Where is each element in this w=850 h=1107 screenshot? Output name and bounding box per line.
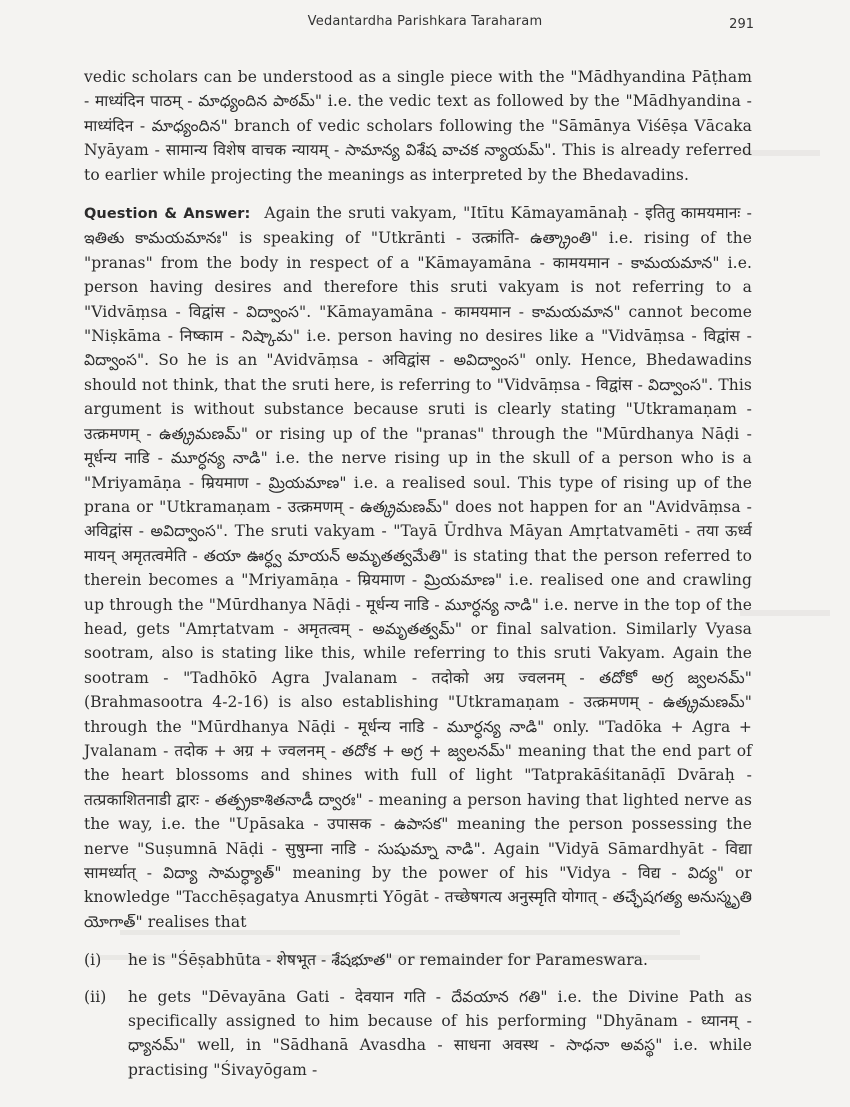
list-item-marker: (ii) bbox=[84, 987, 107, 1006]
numbered-list bbox=[84, 948, 752, 1082]
page-number: 291 bbox=[729, 17, 754, 32]
list-item-text: he gets "Dēvayāna Gati - देवयान गति - దేవయాన గతి" i.e. the Divine Path as specifically assigned to him because of his performing "Dhyānam - ध्यानम् - ధ్యానమ్" well, in "Sādhanā Avasdha - साधना अवस्थ - సాధనా అవస్థ" i.e. while practising "Śivayōgam - bbox=[128, 987, 752, 1079]
question-answer-paragraph bbox=[84, 201, 752, 934]
body-text bbox=[84, 65, 752, 1082]
running-head bbox=[0, 14, 850, 38]
question-answer-text: Again the sruti vakyam, "Itītu Kāmayamānaḥ - इतितु कामयमानः - ఇతితు కామయమానః" is speaking of "Utkrānti - उत्क्रांति- ఉత్క్రాంతి" i.e. rising of the "pranas" from the body in respect of a "Kāmayamāna - कामयमान - కామయమాన" i.e. person having desires and therefore this sruti vakyam is not referring to a "Vidvāṃsa - विद्वांस - విద్వాంస". "Kāmayamāna - कामयमान - కామయమాన" cannot become "Niṣkāma - निष्काम - నిష్కామ" i.e. person having no desires like a "Vidvāṃsa - विद्वांस - విద్వాంస". So he is an "Avidvāṃsa - अविद्वांस - అవిద్వాంస" only. Hence, Bhedawadins should not think, that the sruti here, is referring to "Vidvāṃsa - विद्वांस - విద్వాంస". This argument is without substance because sruti is clearly stating "Utkramaṇam - उत्क्रमणम् - ఉత్క్రమణమ్" or rising up of the "pranas" through the "Mūrdhanya Nāḍi - मूर्धन्य नाडि - మూర్ధన్య నాడి" i.e. the nerve rising up in the skull of a person who is a "Mriyamāṇa - म्रियमाण - మ్రియమాణ" i.e. a realised soul. This type of rising up of the prana or "Utkramaṇam - उत्क्रमणम् - ఉత్క్రమణమ్" does not happen for an "Avidvāṃsa - अविद्वांस - అవిద్వాంస". The sruti vakyam - "Tayā Ūrdhva Māyan Amṛtatvamēti - तया ऊर्ध्व मायन् अमृतत्वमेति - తయా ఊర్ధ్వ మాయన్ అమృతత్వమేతి" is stating that the person referred to therein becomes a "Mriyamāṇa - म्रियमाण - మ్రియమాణ" i.e. realised one and crawling up through the "Mūrdhanya Nāḍi - मूर्धन्य नाडि - మూర్ధన్య నాడి" i.e. nerve in the top of the head, gets "Amṛtatvam - अमृतत्वम् - అమృతత్వమ్" or final salvation. Similarly Vyasa sootram, also is stating like this, while referring to this sruti Vakyam. Again the sootram - "Tadhōkō Agra Jvalanam - तदोको अग्र ज्वलनम् - తదోకో అగ్ర జ్వలనమ్" (Brahmasootra 4-2-16) is also establishing "Utkramaṇam - उत्क्रमणम् - ఉత్క్రమణమ్" through the "Mūrdhanya Nāḍi - मूर्धन्य नाडि - మూర్ధన్య నాడి" only. "Tadōka + Agra + Jvalanam - तदोक + अग्र + ज्वलनम् - తదోక + అగ్ర + జ్వలనమ్" meaning that the end part of the heart blossoms and shines with full of light "Tatprakāśitanāḍī Dvāraḥ - तत्प्रकाशितनाडी द्वारः - తత్ప్రకాశితనాడీ ద్వారః" - meaning a person having that lighted nerve as the way, i.e. the "Upāsaka - उपासक - ఉపాసక" meaning the person possessing the nerve "Suṣumnā Nāḍi - सुषुम्ना नाडि - సుషుమ్నా నాడి". Again "Vidyā Sāmardhyāt - विद्या सामर्ध्यात् - విద్యా సామర్ధ్యాత్" meaning by the power of his "Vidya - विद्य - విద్య" or knowledge "Tacchēṣagatya Anusmṛti Yōgāt - तच्छेषगत्य अनुस्मृति योगात् - తచ్ఛేషగత్య అనుస్మృతి యోగాత్" realises that bbox=[84, 204, 752, 931]
list-item-text: he is "Śēṣabhūta - शेषभूत - శేషభూత" or remainder for Parameswara. bbox=[128, 951, 649, 970]
list-item bbox=[84, 948, 752, 972]
paragraph-continuation bbox=[84, 65, 752, 187]
paragraph-continuation-text: vedic scholars can be understood as a single piece with the "Mādhyandina Pāṭham - माध्यंदिन पाठम् - మాధ్యందిన పాఠమ్" i.e. the vedic text as followed by the "Mādhyandina - माध्यंदिन - మాధ్యందిన" branch of vedic scholars following the "Sāmānya Viśēṣa Vācaka Nyāyam - सामान्य विशेष वाचक न्यायम् - సామాన్య విశేష వాచక న్యాయమ్". This is already referred to earlier while projecting the meanings as interpreted by the Bhedavadins. bbox=[84, 68, 752, 184]
question-answer-heading: Question & Answer: bbox=[84, 206, 251, 223]
running-title: Vedantardha Parishkara Taraharam bbox=[307, 14, 543, 29]
list-item bbox=[84, 985, 752, 1083]
list-item-marker: (i) bbox=[84, 951, 102, 970]
